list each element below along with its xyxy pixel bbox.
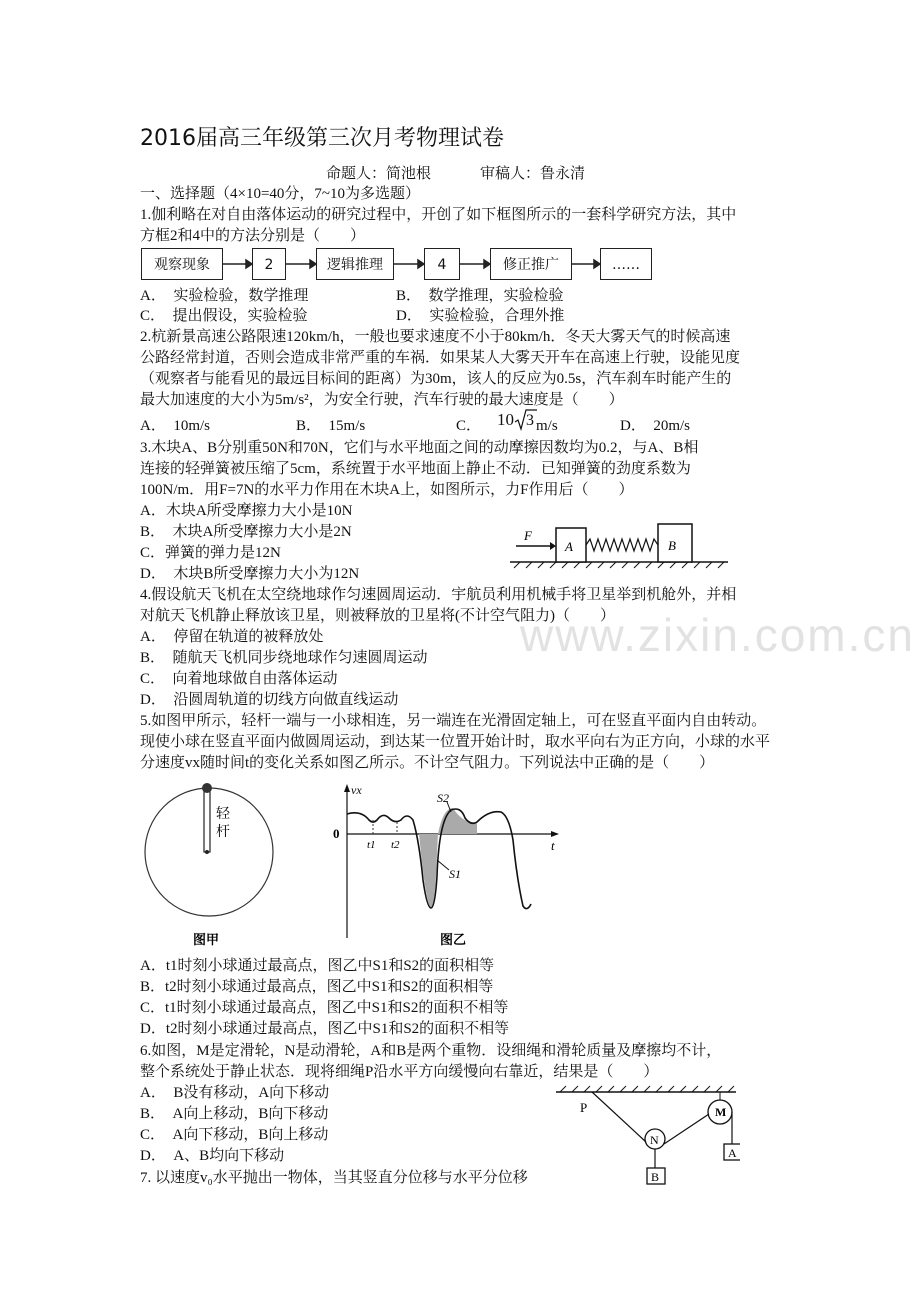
q3-option-c: C．弹簧的弹力是12N	[140, 545, 281, 561]
q3-line1: 3.木块A、B分别重50N和70N，它们与水平地面之间的动摩擦因数均为0.2，与A、B相	[140, 440, 699, 456]
q6-option-c: C． A向下移动，B向上移动	[140, 1127, 329, 1143]
pulley-figure	[550, 1084, 740, 1190]
pulley-n-label: N	[650, 1133, 659, 1147]
flow-box-ellipsis: ……	[600, 248, 652, 280]
q2-option-c-unit: m/s	[536, 418, 558, 434]
rod-label-1: 轻	[216, 807, 230, 822]
q3-option-d: D． 木块B所受摩擦力大小为12N	[140, 566, 360, 582]
q1-option-c: C． 提出假设，实验检验	[140, 308, 308, 324]
flow-box-observe: 观察现象	[141, 248, 223, 280]
q6-line1: 6.如图，M是定滑轮，N是动滑轮，A和B是两个重物．设细绳和滑轮质量及摩擦均不计，	[140, 1043, 722, 1059]
q5-line2: 现使小球在竖直平面内做圆周运动，到达某一位置开始计时，取水平向右为正方向，小球的水平	[140, 734, 771, 750]
flow-arrows	[0, 0, 920, 300]
q6-option-d: D． A、B均向下移动	[140, 1148, 285, 1164]
spring	[586, 539, 658, 551]
light-rod	[204, 788, 210, 852]
point-p-label: P	[580, 1100, 588, 1115]
section-heading: 一、选择题（4×10=40分，7~10为多选题）	[140, 186, 421, 202]
q6-line2: 整个系统处于静止状态．现将细绳P沿水平方向缓慢向右靠近，结果是（ ）	[140, 1064, 659, 1080]
q6-option-b: B． A向上移动，B向下移动	[140, 1106, 329, 1122]
figure-yi-caption: 图乙	[440, 932, 467, 947]
q2-line3: （观察者与能看见的最远目标间的距离）为30m，该人的反应为0.5s，汽车刹车时能产生的	[140, 371, 732, 387]
q2-line1: 2.杭新景高速公路限速120km/h，一般也要求速度不小于80km/h．冬天大雾天气的时候高速	[140, 329, 731, 345]
q5-option-d: D．t2时刻小球通过最高点，图乙中S1和S2的面积不相等	[140, 1021, 510, 1037]
q2-option-b: B． 15m/s	[296, 418, 366, 434]
q2-option-c-label: C．	[456, 418, 482, 434]
q5-option-c: C．t1时刻小球通过最高点，图乙中S1和S2的面积不相等	[140, 1000, 509, 1016]
q1-stem-line2: 方框2和4中的方法分别是（ ）	[140, 228, 366, 244]
reviewer-line: 审稿人：鲁永清	[480, 166, 586, 182]
figure-yi-vx-t-graph	[325, 780, 570, 950]
q2-line2: 公路经常封道，否则会造成非常严重的车祸．如果某人大雾天开车在高速上行驶，设能见度	[140, 350, 741, 366]
figure-jia-caption: 图甲	[193, 932, 220, 947]
block-b-label: B	[668, 538, 676, 553]
q5-line1: 5.如图甲所示，轻杆一端与一小球相连，另一端连在光滑固定轴上，可在竖直平面内自由转动。	[140, 713, 767, 729]
q5-line3: 分速度vx随时间t的变化关系如图乙所示。不计空气阻力。下列说法中正确的是（ ）	[140, 755, 715, 771]
q3-option-b: B． 木块A所受摩擦力大小是2N	[140, 524, 352, 540]
watermark: www.zixin.com.cn	[520, 609, 915, 661]
s1-label: S1	[449, 867, 461, 881]
small-ball	[202, 783, 212, 793]
block-a-label: A	[565, 539, 573, 554]
q1-option-b: B． 数学推理，实验检验	[396, 288, 564, 304]
q2-option-c-coef: 10	[497, 410, 514, 429]
vx-axis-label: vx	[351, 783, 362, 797]
rod-label-2: 杆	[216, 825, 230, 840]
flow-box-2: 2	[252, 248, 286, 280]
q4-option-d: D． 沿圆周轨道的切线方向做直线运动	[140, 692, 399, 708]
spring-blocks-figure	[510, 518, 730, 570]
pivot-axis	[205, 850, 209, 854]
q7-line1: 7. 以速度v₀水平抛出一物体，当其竖直分位移与水平分位移	[140, 1170, 528, 1186]
q4-option-a: A． 停留在轨道的被释放处	[140, 629, 324, 645]
q3-line2: 连接的轻弹簧被压缩了5cm，系统置于水平地面上静止不动．已知弹簧的劲度系数为	[140, 461, 691, 477]
figure-jia	[138, 780, 284, 950]
q1-stem-line1: 1.伽利略在对自由落体运动的研究过程中，开创了如下框图所示的一套科学研究方法，其中	[140, 207, 737, 223]
weight-b-label: B	[651, 1170, 660, 1184]
q3-option-a: A．木块A所受摩擦力大小是10N	[140, 503, 353, 519]
q2-option-a: A． 10m/s	[140, 418, 211, 434]
origin-label: 0	[333, 826, 340, 841]
flow-box-revise: 修正推广	[490, 248, 572, 280]
flow-box-4: 4	[424, 248, 460, 280]
q4-option-c: C． 向着地球做自由落体运动	[140, 671, 338, 687]
t-axis-label: t	[551, 838, 555, 853]
q5-option-a: A．t1时刻小球通过最高点，图乙中S1和S2的面积相等	[140, 958, 495, 974]
flow-box-logic: 逻辑推理	[316, 248, 394, 280]
force-label: F	[524, 528, 532, 543]
rope-right	[664, 1114, 709, 1144]
t1-label: t1	[367, 839, 376, 851]
q3-line3: 100N/m．用F=7N的水平力作用在木块A上，如图所示，力F作用后（ ）	[140, 482, 634, 498]
q2-option-c-radicand: 3	[526, 412, 534, 429]
setter-line: 命题人：简池根	[326, 166, 432, 182]
rope-left	[592, 1092, 646, 1142]
q1-option-d: D． 实验检验，合理外推	[396, 308, 565, 324]
q2-option-d: D． 20m/s	[620, 418, 691, 434]
weight-a-label: A	[728, 1146, 737, 1160]
q4-line2: 对航天飞机静止释放该卫星，则被释放的卫星将(不计空气阻力)（ ）	[140, 608, 615, 624]
q6-option-a: A． B没有移动，A向下移动	[140, 1085, 330, 1101]
t2-label: t2	[391, 839, 400, 851]
q4-option-b: B． 随航天飞机同步绕地球作匀速圆周运动	[140, 650, 428, 666]
vx-curve	[347, 809, 531, 909]
page-title: 2016届高三年级第三次月考物理试卷	[140, 126, 504, 151]
q4-line1: 4.假设航天飞机在太空绕地球作匀速圆周运动．宇航员利用机械手将卫星举到机舱外，并相	[140, 587, 737, 603]
q5-option-b: B．t2时刻小球通过最高点，图乙中S1和S2的面积相等	[140, 979, 494, 995]
s2-label: S2	[437, 791, 449, 805]
q1-option-a: A． 实验检验，数学推理	[140, 288, 309, 304]
pulley-m-label: M	[715, 1105, 727, 1119]
q2-line4: 最大加速度的大小为5m/s²，为安全行驶，汽车行驶的最大速度是（ ）	[140, 392, 624, 408]
